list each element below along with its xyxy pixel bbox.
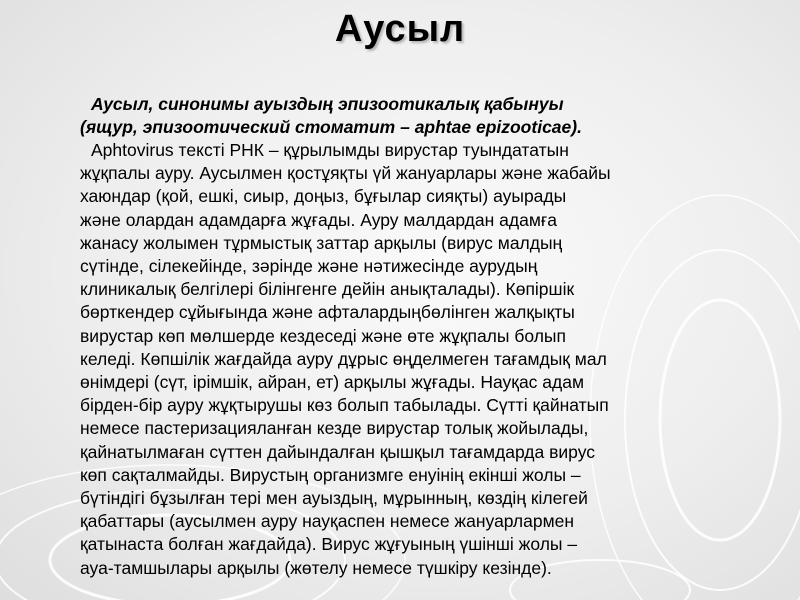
text-line: (ящур, эпизоотический стоматит – aphtae epizooticae). (80, 117, 582, 138)
text-line: бірден-бір ауру жұқтырушы көз болып табылады. Сүтті қайнатып (80, 395, 609, 416)
text-line: көп сақталмайды. Вирустың организмге енуінің екінші жолы – (80, 464, 581, 485)
text-line: жанасу жолымен тұрмыстық заттар арқылы (вирус малдың (80, 232, 563, 253)
text-line: клиникалық белгілері білінгенге дейін анықталады). Көпіршік (80, 279, 575, 300)
paragraph-definition (80, 93, 780, 139)
text-line: өнімдері (сүт, ірімшік, айран, ет) арқылы жұғады. Науқас адам (80, 372, 585, 393)
text-line: қатынаста болған жағдайда). Вирус жұғуының үшінші жолы – (80, 534, 578, 555)
slide-title: Аусыл (334, 8, 466, 50)
text-line: бүтіндігі бұзылған тері мен ауыздың, мұрынның, көздің кілегей (80, 488, 588, 509)
text-line: келеді. Көпшілік жағдайда ауру дұрыс өңделмеген тағамдық мал (80, 348, 607, 369)
text-line: немесе пастеризацияланған кезде вирустар толық жойылады, (80, 418, 589, 439)
paragraph-description (80, 139, 780, 580)
text-line: бөрткендер сұйығында және афталардыңбөлінген жалқықты (80, 302, 575, 323)
text-line: қабаттары (аусылмен ауру науқаспен немесе жануарлармен (80, 511, 575, 532)
text-line: жұқпалы ауру. Аусылмен қостұяқты үй жануарлары және жабайы (80, 163, 611, 184)
text-line: ауа-тамшылары арқылы (жөтелу немесе түшкіру кезінде). (80, 557, 552, 578)
text-line: және олардан адамдарға жұғады. Ауру малдардан адамға (80, 209, 557, 230)
text-line: сүтінде, сілекейінде, зәрінде және нәтижесінде аурудың (80, 256, 538, 277)
text-line: Aphtovirus тексті РНК – құрылымды вирустар туындататын (91, 140, 569, 160)
text-line: Аусыл, синонимы ауыздың эпизоотикалық қабынуы (91, 94, 564, 114)
text-line: вирустар көп мөлшерде кездеседі және өте жұқпалы болып (80, 325, 566, 346)
text-line: хаюндар (қой, ешкі, сиыр, доңыз, бұғылар сияқты) ауырады (80, 186, 567, 207)
text-line: қайнатылмаған сүттен дайындалған қышқыл тағамдарда вирус (80, 441, 596, 462)
